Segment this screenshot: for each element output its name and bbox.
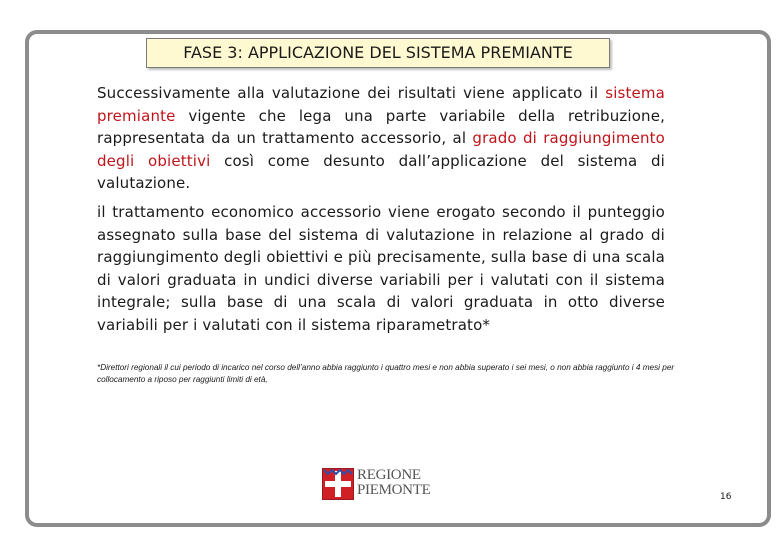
- footnote-mark: *: [97, 363, 101, 372]
- highlight-grado-raggiungimento: grado di raggiungimento degli obiettivi: [97, 129, 665, 170]
- paragraph-1-text-b: vigente che lega una parte variabile della retribuzione, rappresentata da un trattamento accessorio, al: [97, 106, 665, 147]
- footnote: [97, 362, 682, 386]
- highlight-sistema-premiante: sistema premiante: [97, 84, 665, 125]
- paragraph-1-text-a: Successivamente alla valutazione dei risultati viene applicato il: [97, 84, 606, 102]
- paragraph-1-text-c: così come desunto dall’applicazione del sistema di valutazione.: [97, 151, 665, 192]
- paragraph-1: [97, 82, 665, 195]
- slide-title: FASE 3: APPLICAZIONE DEL SISTEMA PREMIANTE: [146, 38, 610, 68]
- logo-text: [357, 468, 430, 498]
- footnote-text: Direttori regionali il cui periodo di incarico nel corso dell’anno abbia raggiunto i quattro mesi e non abbia superato i sei mesi, o non abbia raggiunto i 4 mesi per collocamento a riposo per raggiunti limiti di età,: [97, 363, 675, 384]
- logo-line-1: REGIONE: [357, 467, 421, 483]
- regione-piemonte-logo: [322, 467, 431, 500]
- logo-line-2: PIEMONTE: [357, 482, 431, 498]
- page-number: 16: [720, 492, 732, 502]
- paragraph-2: il trattamento economico accessorio viene erogato secondo il punteggio assegnato sulla base del sistema di valutazione in relazione al grado di raggiungimento degli obiettivi e più precisamente, sulla base di una scala di valori graduata in undici diverse variabili per i valutati con il sistema integrale; sulla base di una scala di valori graduata in otto diverse variabili per i valutati con il sistema riparametrato*: [97, 203, 665, 334]
- regione-piemonte-emblem-icon: [322, 468, 354, 500]
